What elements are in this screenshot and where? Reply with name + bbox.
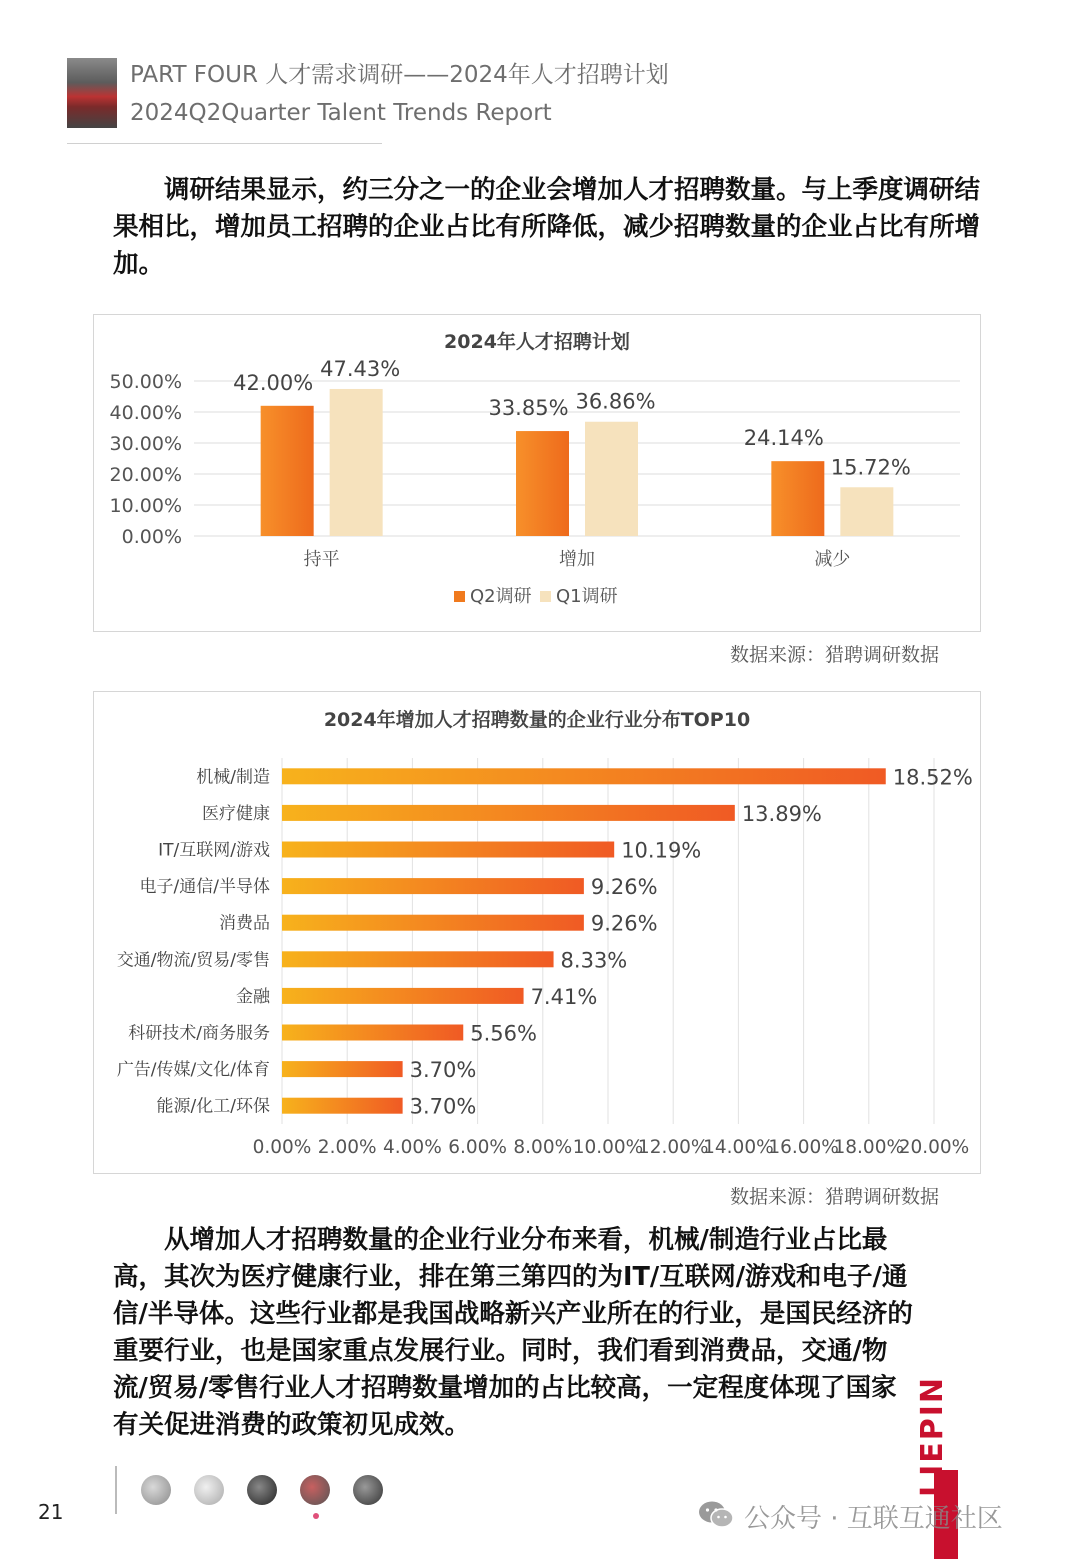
chart2-data-label: 3.70% xyxy=(409,1058,477,1083)
chart2-data-label: 13.89% xyxy=(741,801,822,826)
footer-divider xyxy=(115,1466,117,1514)
watermark-text: 公众号 · 互联互通社区 xyxy=(744,1504,1003,1534)
chart2-xtick-label: 18.00% xyxy=(833,1137,905,1158)
footer-thumb-3 xyxy=(247,1475,277,1505)
chart1-ytick-label: 0.00% xyxy=(121,526,182,548)
chart2-category-label: 交通/物流/贸易/零售 xyxy=(116,950,270,971)
chart2-bar xyxy=(282,1098,403,1114)
chart-recruitment-plan xyxy=(93,314,981,632)
chart2-xtick-label: 4.00% xyxy=(383,1137,442,1158)
wechat-icon xyxy=(698,1500,734,1530)
chart2-data-label: 8.33% xyxy=(560,948,628,973)
chart2-xtick-label: 20.00% xyxy=(898,1137,970,1158)
chart1-category-label: 持平 xyxy=(303,549,340,570)
chart1-category-label: 增加 xyxy=(559,549,595,570)
chart2-xtick-label: 14.00% xyxy=(703,1137,774,1158)
header-thumbnail xyxy=(67,58,117,128)
chart2-data-label: 10.19% xyxy=(621,838,702,863)
chart2-xtick-label: 10.00% xyxy=(572,1137,644,1158)
chart2-data-label: 3.70% xyxy=(409,1094,477,1119)
footer-thumb-2 xyxy=(194,1475,224,1505)
chart2-data-label: 9.26% xyxy=(590,875,658,900)
chart1-bar-q2 xyxy=(771,461,824,536)
chart1-source: 数据来源：猎聘调研数据 xyxy=(730,644,940,666)
chart2-bar xyxy=(282,1025,463,1041)
chart1-bar-q2 xyxy=(261,406,314,536)
chart1-legend-label: Q1调研 xyxy=(556,586,618,607)
chart2-bar xyxy=(282,768,886,784)
chart2-data-label: 7.41% xyxy=(530,984,598,1009)
chart2-xtick-label: 12.00% xyxy=(637,1137,709,1158)
chart2-category-label: IT/互联网/游戏 xyxy=(158,840,270,861)
analysis-paragraph: 从增加人才招聘数量的企业行业分布来看，机械/制造行业占比最高，其次为医疗健康行业，排在第三第四的为IT/互联网/游戏和电子/通信/半导体。这些行业都是我国战略新兴产业所在的行业，是国民经济的重要行业，也是国家重点发展行业。同时，我们看到消费品，交通/物流/贸易/零售行业人才招聘数量增加的占比较高，一定程度体现了国家有关促进消费的政策初见成效。 xyxy=(113,1225,913,1440)
chart1-title: 2024年人才招聘计划 xyxy=(444,331,630,353)
chart2-xtick-label: 8.00% xyxy=(513,1137,573,1158)
chart2-category-label: 电子/通信/半导体 xyxy=(139,877,270,898)
chart2-category-label: 金融 xyxy=(236,986,270,1007)
intro-paragraph: 调研结果显示，约三分之一的企业会增加人才招聘数量。与上季度调研结果相比，增加员工招聘的企业占比有所降低，减少招聘数量的企业占比有所增加。 xyxy=(113,175,981,279)
chart1-bar-q1 xyxy=(330,389,383,536)
chart1-ytick-label: 20.00% xyxy=(109,464,182,486)
chart2-category-label: 医疗健康 xyxy=(202,803,270,824)
footer-thumb-4 xyxy=(300,1475,330,1505)
chart2-bar xyxy=(282,988,524,1004)
chart1-legend-swatch xyxy=(454,591,465,602)
chart2-bar xyxy=(282,1061,403,1077)
footer-thumb-5 xyxy=(353,1475,383,1505)
footer-thumb-1 xyxy=(141,1475,171,1505)
chart2-data-label: 5.56% xyxy=(470,1021,537,1046)
brand-logo-text: LIEPIN xyxy=(915,1376,950,1498)
chart2-xtick-label: 16.00% xyxy=(768,1137,839,1158)
chart1-ytick-label: 50.00% xyxy=(109,371,182,393)
chart2-category-label: 广告/传媒/文化/体育 xyxy=(116,1060,270,1081)
chart2-xtick-label: 0.00% xyxy=(252,1137,312,1158)
footer-active-indicator xyxy=(313,1513,319,1519)
chart1-data-label: 24.14% xyxy=(743,426,824,451)
chart-industry-top10-svg xyxy=(94,692,980,1173)
chart1-ytick-label: 10.00% xyxy=(109,495,182,517)
chart2-bar xyxy=(282,915,584,931)
chart1-data-label: 36.86% xyxy=(575,389,656,414)
chart2-data-label: 18.52% xyxy=(892,765,973,790)
chart1-ytick-label: 30.00% xyxy=(109,433,182,455)
header-section-title: PART FOUR 人才需求调研——2024年人才招聘计划 xyxy=(130,62,669,88)
chart1-data-label: 33.85% xyxy=(488,396,569,421)
page-number: 21 xyxy=(38,1500,64,1524)
chart1-category-label: 减少 xyxy=(814,549,851,570)
header-divider xyxy=(67,143,382,144)
chart1-ytick-label: 40.00% xyxy=(109,402,182,424)
chart2-category-label: 能源/化工/环保 xyxy=(156,1096,270,1117)
chart1-data-label: 15.72% xyxy=(830,455,911,480)
chart1-bar-q1 xyxy=(840,487,893,536)
chart2-category-label: 消费品 xyxy=(219,913,270,934)
chart1-data-label: 42.00% xyxy=(233,370,314,395)
chart1-bar-q1 xyxy=(585,422,638,536)
chart2-bar xyxy=(282,951,554,967)
chart2-category-label: 科研技术/商务服务 xyxy=(128,1023,270,1044)
chart1-legend-label: Q2调研 xyxy=(470,586,532,607)
chart-industry-top10 xyxy=(93,691,981,1174)
chart2-bar xyxy=(282,842,614,858)
chart-recruitment-plan-svg xyxy=(94,315,980,631)
chart1-bar-q2 xyxy=(516,431,569,536)
chart2-xtick-label: 2.00% xyxy=(317,1137,377,1158)
chart2-title: 2024年增加人才招聘数量的企业行业分布TOP10 xyxy=(323,709,751,731)
chart2-data-label: 9.26% xyxy=(590,911,658,936)
header-report-title: 2024Q2Quarter Talent Trends Report xyxy=(130,100,552,126)
chart1-data-label: 47.43% xyxy=(320,356,401,381)
chart2-bar xyxy=(282,805,735,821)
chart1-legend-swatch xyxy=(540,591,551,602)
chart2-source: 数据来源：猎聘调研数据 xyxy=(730,1186,940,1208)
chart2-category-label: 机械/制造 xyxy=(196,767,270,788)
chart2-xtick-label: 6.00% xyxy=(448,1137,507,1158)
chart2-bar xyxy=(282,878,584,894)
